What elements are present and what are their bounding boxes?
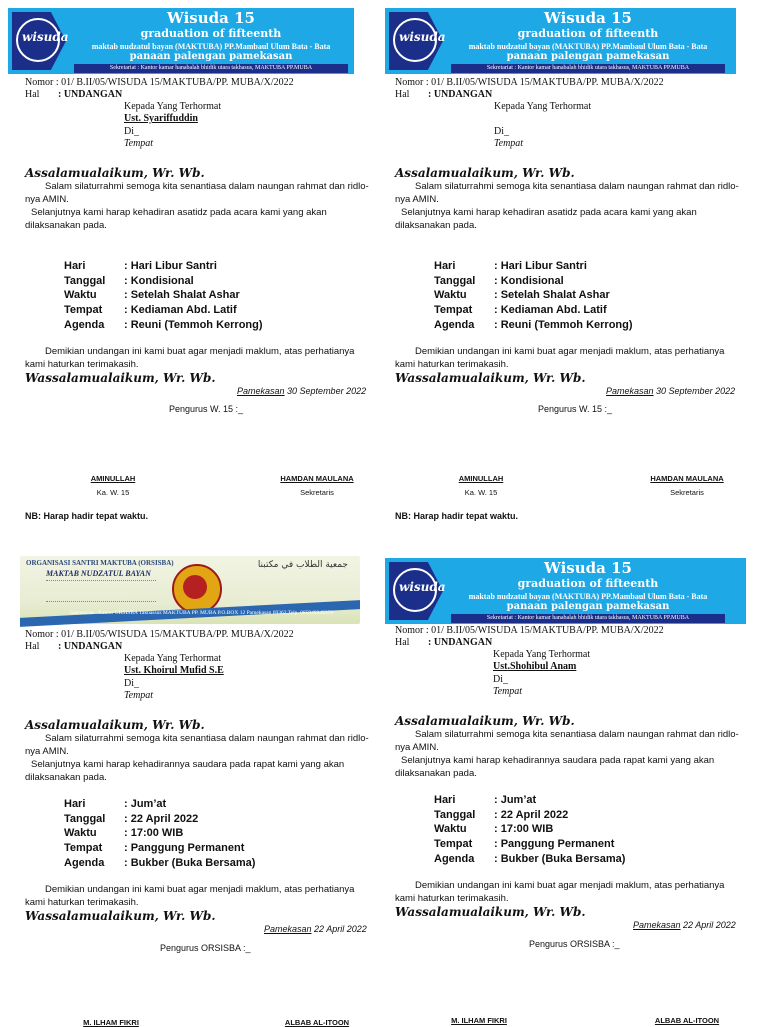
closing-salam: Wassalamualaikum, Wr. Wb. — [395, 371, 586, 385]
event-row — [64, 797, 255, 812]
recipient-place: Tempat — [124, 138, 154, 149]
event-label: Waktu — [434, 289, 467, 302]
event-label: Tanggal — [64, 812, 106, 825]
wisuda-banner — [8, 8, 354, 74]
committee-line: Pengurus W. 15 :_ — [538, 404, 613, 414]
event-value: : Hari Libur Santri — [494, 260, 587, 272]
signatory-name: M. ILHAM FIKRI — [83, 1018, 139, 1027]
subject-label: Hal — [395, 637, 410, 648]
addressee-greeting: Kepada Yang Terhormat — [124, 101, 222, 112]
event-row — [64, 826, 255, 841]
closing-paragraph: Demikian undangan ini kami buat agar menjadi maklum, atas perhatianya kami haturkan terimakasih. — [25, 346, 355, 370]
invitation-letter — [0, 550, 370, 1027]
banner-address: Sekretariat : Kantor ORSISBA Takhassus MAKTUBA PP. MUBA P.O.BOX 12 Pamekasan 69362 Telp. 085948345379 — [70, 610, 334, 616]
event-label: Hari — [434, 794, 456, 806]
letter-number: Nomor : 01/ B.II/05/WISUDA 15/MAKTUBA/PP. MUBA/X/2022 — [25, 629, 294, 640]
orsisba-banner — [20, 556, 360, 624]
letter-place: Pamekasan — [237, 386, 285, 396]
logo-text: wisuda — [399, 580, 446, 594]
event-value: : 17:00 WIB — [494, 823, 554, 836]
banner-institution: maktab nudzatul bayan (MAKTUBA) PP.Mambaul Ulum Bata - Bata — [468, 592, 708, 601]
event-row — [64, 288, 263, 303]
signature-block-chair — [434, 1016, 524, 1025]
signatory-name: M. ILHAM FIKRI — [451, 1016, 507, 1025]
subject-value: : UNDANGAN — [58, 89, 123, 100]
recipient-di: Di_ — [493, 674, 508, 685]
banner-secretariat: Sekretariat : Kantor kamar hanabalah bhidik utara takhasus, MAKTUBA PP.MUBA — [74, 64, 348, 73]
signatory-name: HAMDAN MAULANA — [650, 474, 724, 483]
event-value: : 22 April 2022 — [494, 808, 569, 821]
signatory-role: Sekretaris — [670, 488, 704, 497]
event-row — [64, 259, 263, 274]
event-value: : 17:00 WIB — [124, 827, 184, 840]
closing-salam: Wassalamualaikum, Wr. Wb. — [25, 371, 216, 385]
greeting-paragraph: Salam silaturrahmi semoga kita senantiasa dalam naungan rahmat dan ridlo-nya AMIN. — [25, 733, 369, 757]
letter-dateline — [606, 386, 735, 396]
opening-salam: Assalamualaikum, Wr. Wb. — [25, 718, 205, 732]
event-details — [64, 259, 263, 333]
signatory-role: Ka. W. 15 — [96, 488, 130, 497]
signature-block-secretary — [632, 474, 742, 497]
signature-block-chair — [66, 1018, 156, 1027]
event-label: Tempat — [64, 304, 103, 317]
event-label: Agenda — [434, 852, 475, 865]
recipient-place: Tempat — [124, 690, 154, 701]
event-row — [434, 822, 625, 837]
letter-place: Pamekasan — [633, 920, 681, 930]
subject-value: : UNDANGAN — [58, 641, 123, 652]
letter-dateline — [264, 924, 367, 934]
greeting-paragraph: Salam silaturrahmi semoga kita senantiasa dalam naungan rahmat dan ridlo-nya AMIN. — [395, 729, 739, 753]
wisuda-banner — [385, 8, 736, 74]
event-value: : Reuni (Temmoh Kerrong) — [494, 318, 633, 331]
banner-secretariat: Sekretariat : Kantor kamar hanabalah bhidik utara takhasus, MAKTUBA PP.MUBA — [451, 64, 725, 73]
signatory-name: AMINULLAH — [90, 474, 136, 483]
event-label: Agenda — [64, 318, 105, 331]
event-row — [64, 856, 255, 871]
event-details — [434, 259, 633, 333]
event-label: Waktu — [434, 823, 467, 836]
event-row — [434, 274, 633, 289]
wisuda-banner — [385, 558, 746, 624]
event-value: : Jum’at — [494, 794, 537, 806]
event-label: Agenda — [64, 856, 105, 869]
banner-subtitle: graduation of fifteenth — [517, 27, 659, 40]
greeting-paragraph: Salam silaturrahmi semoga kita senantiasa dalam naungan rahmat dan ridlo-nya AMIN. — [395, 181, 739, 205]
event-row — [434, 288, 633, 303]
banner-arabic: جمعية الطلاب في مكتبنا — [257, 560, 348, 570]
event-label: Tanggal — [64, 274, 106, 287]
addressee-greeting: Kepada Yang Terhormat — [124, 653, 222, 664]
event-value: : Setelah Shalat Ashar — [124, 289, 240, 302]
event-value: : Bukber (Buka Bersama) — [124, 856, 256, 869]
event-details — [434, 793, 625, 867]
request-paragraph: Selanjutnya kami harap kehadirannya saudara pada rapat kami yang akan dilaksanakan pada. — [25, 759, 345, 783]
event-label: Hari — [64, 260, 86, 272]
recipient-place: Tempat — [494, 138, 524, 149]
recipient-di: Di_ — [494, 126, 509, 137]
recipient-place: Tempat — [493, 686, 523, 697]
banner-title: Wisuda 15 — [167, 9, 255, 27]
signature-block-chair — [436, 474, 526, 497]
recipient-di: Di_ — [124, 126, 139, 137]
recipient-name: Ust. Syariffuddin — [124, 113, 198, 124]
event-value: : Bukber (Buka Bersama) — [494, 852, 626, 865]
opening-salam: Assalamualaikum, Wr. Wb. — [395, 714, 575, 728]
letter-number: Nomor : 01/ B.II/05/WISUDA 15/MAKTUBA/PP. MUBA/X/2022 — [395, 625, 664, 636]
banner-institution: MAKTAB NUDZATUL BAYAN — [46, 569, 151, 578]
banner-location: panaan palengan pamekasan — [506, 601, 670, 612]
banner-secretariat: Sekretariat : Kantor kamar hanabalah bhidik utara takhasus, MAKTUBA PP.MUBA — [451, 614, 725, 623]
event-value: : Panggung Permanent — [124, 842, 245, 855]
event-label: Hari — [434, 260, 456, 272]
signature-block-secretary — [262, 1018, 372, 1027]
banner-title: Wisuda 15 — [544, 9, 632, 27]
subject-value: : UNDANGAN — [428, 637, 493, 648]
letter-date: 22 April 2022 — [680, 920, 736, 930]
event-label: Hari — [64, 798, 86, 810]
event-label: Tempat — [434, 304, 473, 317]
signature-block-chair — [68, 474, 158, 497]
addressee-greeting: Kepada Yang Terhormat — [494, 101, 592, 112]
recipient-di: Di_ — [124, 678, 139, 689]
signature-block-secretary — [632, 1016, 742, 1025]
event-value: : Hari Libur Santri — [124, 260, 217, 272]
request-paragraph: Selanjutnya kami harap kehadirannya saudara pada rapat kami yang akan dilaksanakan pada. — [395, 755, 715, 779]
nb-note: NB: Harap hadir tepat waktu. — [395, 511, 519, 521]
event-row — [434, 303, 633, 318]
event-value: : Jum’at — [124, 798, 167, 810]
event-row — [64, 274, 263, 289]
logo-text: wisuda — [22, 30, 69, 44]
letter-place: Pamekasan — [264, 924, 312, 934]
emblem-core — [183, 575, 207, 599]
banner-location: panaan palengan pamekasan — [129, 51, 293, 62]
event-row — [434, 852, 625, 867]
subject-value: : UNDANGAN — [428, 89, 493, 100]
banner-title: Wisuda 15 — [544, 559, 632, 577]
event-row — [64, 812, 255, 827]
invitation-letter — [0, 0, 370, 521]
closing-paragraph: Demikian undangan ini kami buat agar menjadi maklum, atas perhatianya kami haturkan terimakasih. — [25, 884, 355, 908]
signatory-name: ALBAB AL-ITOON — [284, 1018, 350, 1027]
opening-salam: Assalamualaikum, Wr. Wb. — [395, 166, 575, 180]
banner-institution: maktab nudzatul bayan (MAKTUBA) PP.Mambaul Ulum Bata - Bata — [91, 42, 331, 51]
letter-dateline — [237, 386, 366, 396]
committee-line: Pengurus ORSISBA :_ — [529, 939, 620, 949]
closing-paragraph: Demikian undangan ini kami buat agar menjadi maklum, atas perhatianya kami haturkan terimakasih. — [395, 880, 725, 904]
event-label: Waktu — [64, 289, 97, 302]
event-row — [64, 318, 263, 333]
event-row — [434, 837, 625, 852]
event-row — [64, 841, 255, 856]
event-row — [434, 259, 633, 274]
event-label: Tempat — [64, 842, 103, 855]
letter-dateline — [633, 920, 736, 930]
subject-label: Hal — [25, 89, 40, 100]
banner-org: ORGANISASI SANTRI MAKTUBA (ORSISBA) — [26, 559, 174, 567]
request-paragraph: Selanjutnya kami harap kehadiran asatidz pada acara kami yang akan dilaksanakan pada. — [395, 207, 697, 231]
banner-motto-lines — [46, 580, 156, 602]
letter-number: Nomor : 01/ B.II/05/WISUDA 15/MAKTUBA/PP. MUBA/X/2022 — [395, 77, 664, 88]
recipient-name: Ust.Shohibul Anam — [493, 661, 577, 672]
letter-place: Pamekasan — [606, 386, 654, 396]
subject-label: Hal — [395, 89, 410, 100]
event-label: Tanggal — [434, 808, 476, 821]
event-value: : Kediaman Abd. Latif — [494, 304, 607, 317]
signatory-role: Ka. W. 15 — [464, 488, 498, 497]
event-label: Waktu — [64, 827, 97, 840]
event-value: : Kediaman Abd. Latif — [124, 304, 237, 317]
letter-number: Nomor : 01/ B.II/05/WISUDA 15/MAKTUBA/PP. MUBA/X/2022 — [25, 77, 294, 88]
event-details — [64, 797, 255, 871]
event-row — [64, 303, 263, 318]
signatory-name: ALBAB AL-ITOON — [654, 1016, 720, 1025]
signature-block-secretary — [262, 474, 372, 497]
addressee-greeting: Kepada Yang Terhormat — [493, 649, 591, 660]
event-value: : Setelah Shalat Ashar — [494, 289, 610, 302]
opening-salam: Assalamualaikum, Wr. Wb. — [25, 166, 205, 180]
subject-label: Hal — [25, 641, 40, 652]
event-label: Tempat — [434, 838, 473, 851]
committee-line: Pengurus ORSISBA :_ — [160, 943, 251, 953]
request-paragraph: Selanjutnya kami harap kehadiran asatidz pada acara kami yang akan dilaksanakan pada. — [25, 207, 327, 231]
banner-subtitle: graduation of fifteenth — [517, 577, 659, 590]
signatory-role: Sekretaris — [300, 488, 334, 497]
letter-date: 30 September 2022 — [284, 386, 367, 396]
event-value: : Reuni (Temmoh Kerrong) — [124, 318, 263, 331]
event-value: : Kondisional — [124, 274, 194, 287]
event-label: Agenda — [434, 318, 475, 331]
banner-location: panaan palengan pamekasan — [506, 51, 670, 62]
closing-salam: Wassalamualaikum, Wr. Wb. — [395, 905, 586, 919]
event-row — [434, 318, 633, 333]
committee-line: Pengurus W. 15 :_ — [169, 404, 244, 414]
logo-text: wisuda — [399, 30, 446, 44]
event-row — [434, 808, 625, 823]
event-value: : 22 April 2022 — [124, 812, 199, 825]
signatory-name: AMINULLAH — [458, 474, 504, 483]
event-value: : Panggung Permanent — [494, 838, 615, 851]
letter-date: 22 April 2022 — [311, 924, 367, 934]
banner-subtitle: graduation of fifteenth — [140, 27, 282, 40]
invitation-letter — [370, 550, 768, 1024]
event-row — [434, 793, 625, 808]
nb-note: NB: Harap hadir tepat waktu. — [25, 511, 149, 521]
letter-date: 30 September 2022 — [653, 386, 736, 396]
event-label: Tanggal — [434, 274, 476, 287]
banner-institution: maktab nudzatul bayan (MAKTUBA) PP.Mambaul Ulum Bata - Bata — [468, 42, 708, 51]
signatory-name: HAMDAN MAULANA — [280, 474, 354, 483]
invitation-letter — [370, 0, 768, 521]
recipient-name: Ust. Khoirul Mufid S.E — [124, 665, 224, 676]
event-value: : Kondisional — [494, 274, 564, 287]
closing-paragraph: Demikian undangan ini kami buat agar menjadi maklum, atas perhatianya kami haturkan terimakasih. — [395, 346, 725, 370]
closing-salam: Wassalamualaikum, Wr. Wb. — [25, 909, 216, 923]
greeting-paragraph: Salam silaturrahmi semoga kita senantiasa dalam naungan rahmat dan ridlo-nya AMIN. — [25, 181, 369, 205]
